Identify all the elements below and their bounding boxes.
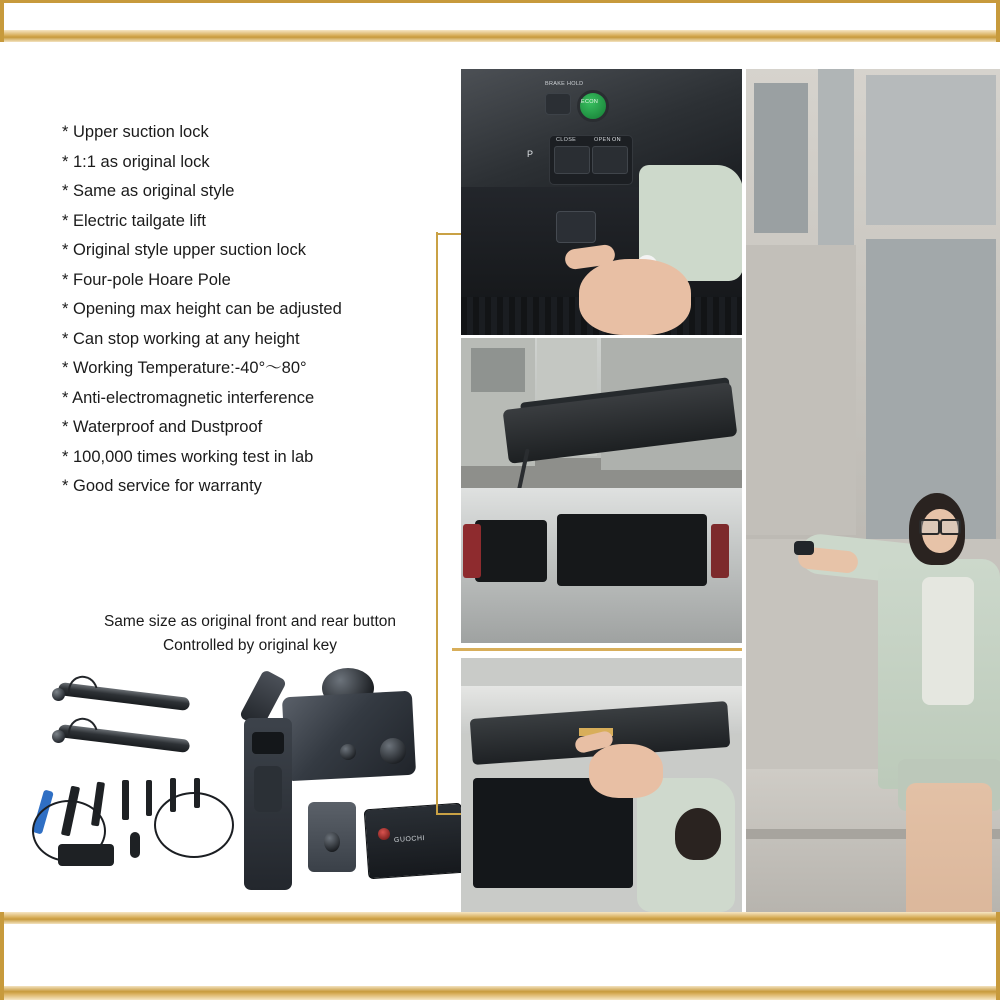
bottom-gold-band [0,912,1000,924]
taillight-right [711,524,729,578]
feature-item: * Anti-electromagnetic interference [62,388,315,407]
left-door-button[interactable] [554,146,590,174]
feature-item: * Working Temperature:-40°～80° [62,359,307,377]
facade-window-2 [818,69,854,259]
remote-key-fob [794,541,814,555]
on-label: ON [612,137,621,143]
feature-item: * Four-pole Hoare Pole [62,270,231,289]
background-window-grid [471,348,525,392]
feature-item: * Opening max height can be adjusted [62,300,342,318]
switch-rocker [252,732,284,754]
feature-item: * 100,000 times working test in lab [62,447,314,466]
feature-item: * 1:1 as original lock [62,152,210,171]
harness-plug [130,832,140,858]
bracket-hole [324,832,340,852]
feature-item: * Electric tailgate lift [62,211,206,230]
econ-button[interactable] [577,90,609,122]
strut-lower-cap [52,730,65,743]
p-lock-label: P [527,149,534,159]
top-gold-band [0,30,1000,42]
tailgate-switch-button[interactable] [556,211,596,243]
corner-accent-left [0,0,4,42]
close-label-left: CLOSE [556,137,577,143]
facade-window-3 [866,75,996,225]
brake-hold-label: BRAKE HOLD [545,81,584,87]
connector-line-vertical [436,232,439,814]
top-edge-line [0,0,1000,3]
feature-list [62,118,452,502]
power-door-button-cluster [549,135,633,185]
rear-opening [557,514,707,586]
wiring-harness-loop-2 [154,792,234,858]
connector-line-bottom [436,812,462,815]
strut-upper-cap [52,688,65,701]
latch-assembly [282,691,416,782]
brake-hold-button[interactable] [545,93,571,115]
switch-body [254,766,282,812]
feature-item: * Same as original style [62,182,235,200]
accent-divider [452,648,742,651]
feature-item: * Good service for warranty [62,477,262,495]
corner-accent-left-bottom [0,912,4,1000]
corner-accent-right-bottom [996,912,1000,1000]
feature-item: * Waterproof and Dustproof [62,418,263,436]
harness-connector-block [58,844,114,866]
glasses-right-lens-icon [940,519,961,535]
connector-line-top [436,232,462,235]
econ-label: ECON [581,99,599,105]
photo-interior-button [461,658,742,912]
glasses-left-lens-icon [919,519,940,535]
feature-item: * Can stop working at any height [62,329,300,348]
caption-line-2: Controlled by original key [162,637,338,654]
photo-woman-remote-key [746,69,1000,912]
facade-column [746,245,856,535]
pointing-hand [579,259,691,335]
corner-accent-right [996,0,1000,42]
rear-side-window [475,520,547,582]
right-door-button[interactable] [592,146,628,174]
facade-window-1 [754,83,808,233]
control-module-label: GUOCHI [393,834,426,845]
taillight-left [463,524,481,578]
mounting-bracket-4 [146,780,152,816]
control-module-logo-icon [378,828,390,840]
parts-photo [22,662,452,900]
legs [906,783,992,912]
person-head [675,808,721,860]
photo-dashboard-switch [461,69,742,335]
inner-top [922,577,974,705]
parts-caption-block [40,610,460,658]
hand-pressing-button [589,744,663,798]
feature-item: * Original style upper suction lock [62,241,306,259]
caption-line-1: Same size as original front and rear button [103,613,397,630]
bottom-gold-band-2 [0,986,1000,1000]
feature-item: * Upper suction lock [62,123,209,141]
photo-tailgate-open [461,338,742,643]
close-label-right: OPEN [594,137,611,143]
latch-pin [340,744,356,760]
latch-roller [380,738,406,764]
mounting-bracket-3 [122,780,129,820]
